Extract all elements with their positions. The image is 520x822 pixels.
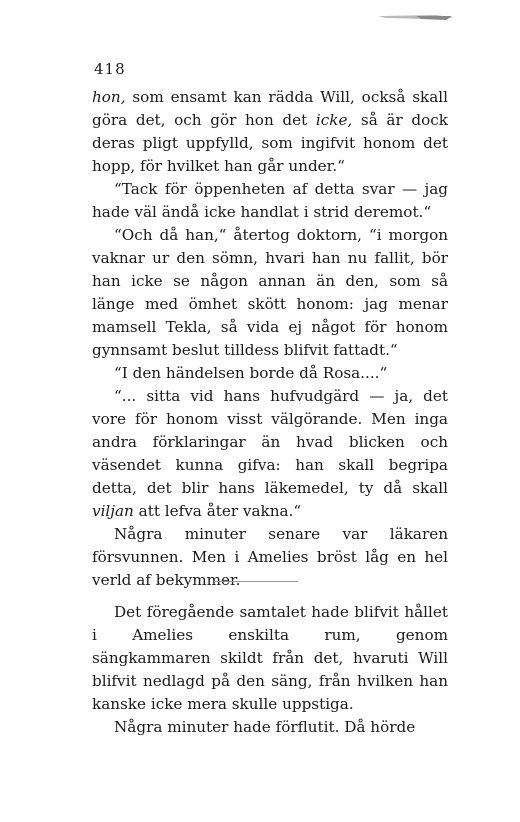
paragraph <box>92 601 448 716</box>
text-segment: “Tack för öppenheten af detta svar — jag hade väl ändå icke handlat i strid deremot.“ <box>92 180 448 221</box>
text-segment: “Och då han,“ återtog doktorn, “i morgon vaknar ur den sömn, hvari han nu fallit, bör han icke se någon annan än den, som så länge med ömhet skött honom: jag menar mamsell Tekla, så vida ej något för honom gynnsamt beslut tilldess blifvit fattadt.“ <box>92 226 448 359</box>
paragraph <box>92 178 448 224</box>
text-segment: Det föregående samtalet hade blifvit hållet i Amelies enskilta rum, genom sängkammaren skildt från det, hvaruti Will blifvit nedlagd på den säng, från hvilken han kanske icke mera skulle uppstiga. <box>92 603 448 713</box>
text-segment: “... sitta vid hans hufvudgärd — ja, det vore för honom visst välgörande. Men inga andra förklaringar än hvad blicken och väsendet kunna gifva: han skall begripa detta, det blir hans läkemedel, ty då skall <box>92 387 448 497</box>
text-segment: Några minuter senare var läkaren försvunnen. Men i Amelies bröst låg en hel verld af bekymmer. <box>92 525 448 589</box>
paragraph <box>92 224 448 362</box>
text-block-bottom <box>92 601 448 739</box>
text-segment: att lefva åter vakna.“ <box>133 502 302 520</box>
paragraph <box>92 385 448 523</box>
paragraph <box>92 716 448 739</box>
italic-text: icke, <box>315 111 353 129</box>
text-segment: “I den händelsen borde då Rosa....“ <box>114 364 388 382</box>
paragraph <box>92 362 448 385</box>
page-number: 418 <box>94 60 126 78</box>
text-segment: Några minuter hade förflutit. Då hörde <box>114 718 416 736</box>
ink-smudge <box>376 12 456 22</box>
italic-text: viljan <box>92 502 134 520</box>
italic-text: hon, <box>92 88 126 106</box>
text-segment: så är dock deras pligt uppfylld, som ingifvit honom det hopp, för hvilket han går under.“ <box>92 111 448 175</box>
paragraph <box>92 86 448 178</box>
text-segment: som ensamt kan rädda Will, också skall göra det, och gör hon det <box>92 88 448 129</box>
section-divider <box>214 581 298 582</box>
text-block-top <box>92 86 448 592</box>
